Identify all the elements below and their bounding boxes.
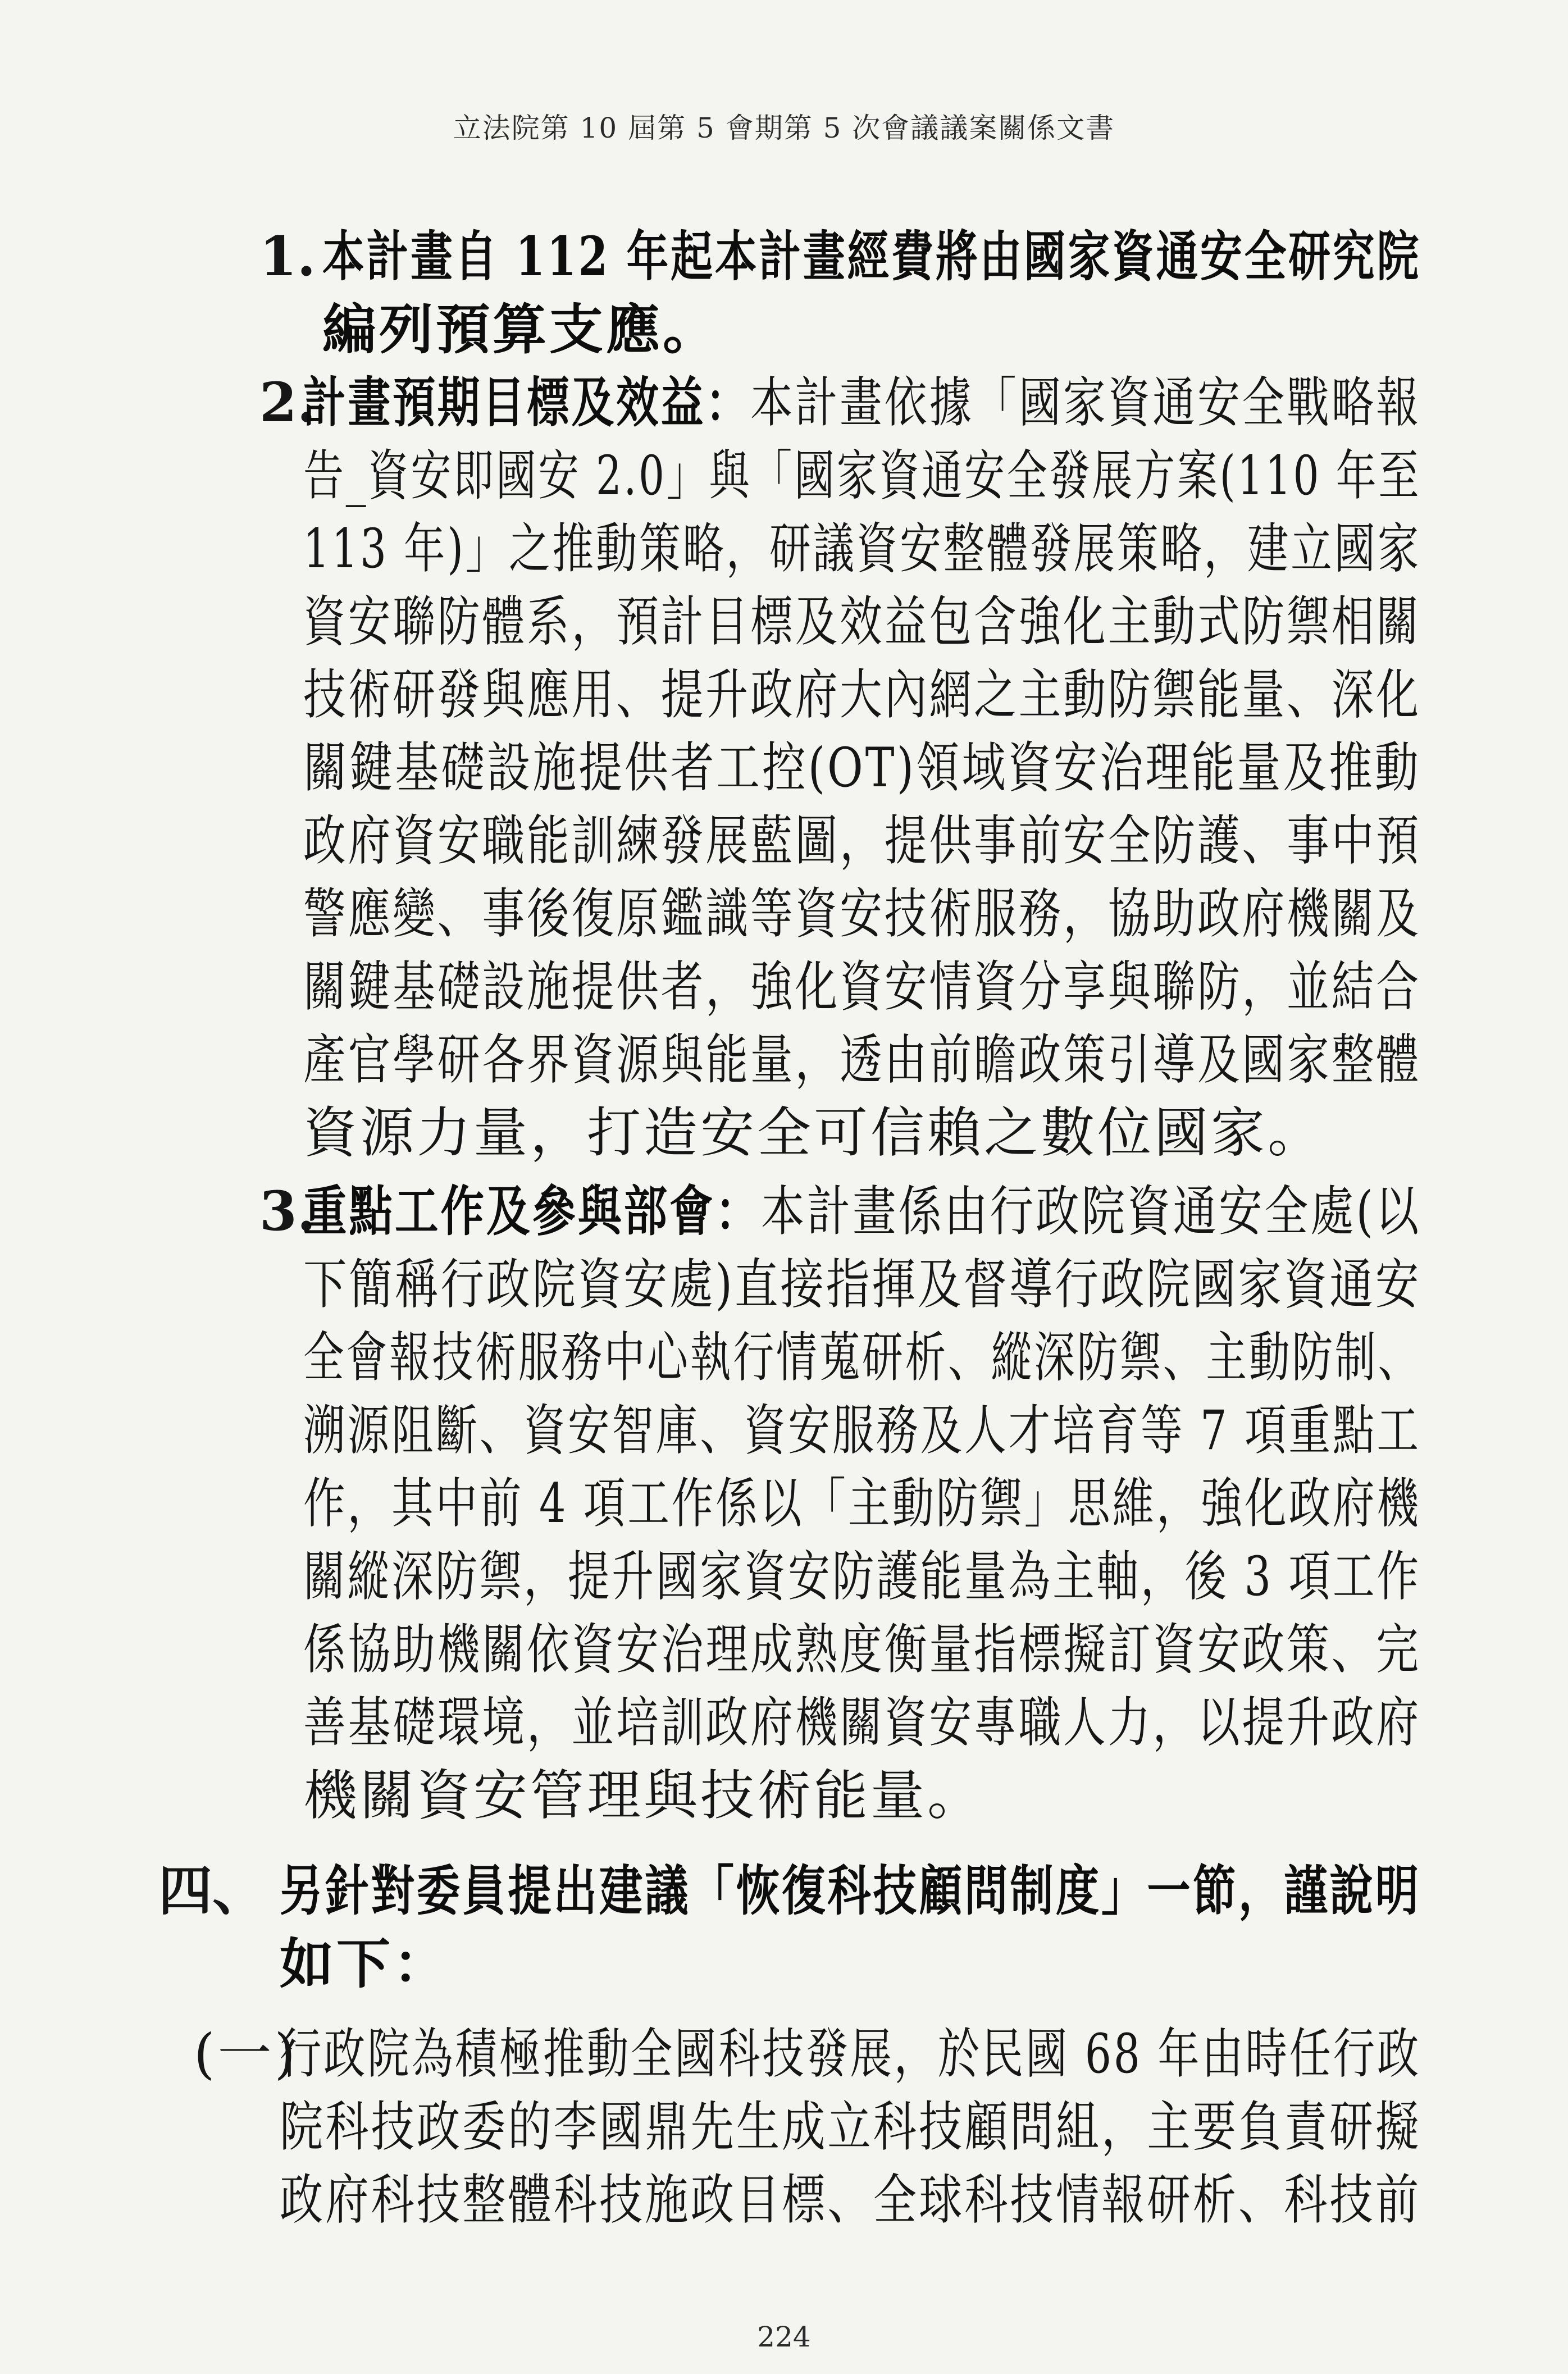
item3-line: 下簡稱行政院資安處)直接指揮及督導行政院國家資通安 xyxy=(303,1253,1421,1316)
item2-line: 資源力量，打造安全可信賴之數位國家。 xyxy=(303,1101,1324,1164)
item3-line: 全會報技術服務中心執行情蒐研析、縱深防禦、主動防制、 xyxy=(303,1326,1421,1389)
item2-line: 告_資安即國安 2.0」與「國家資通安全發展方案(110 年至 xyxy=(303,444,1421,507)
page-number: 224 xyxy=(757,2321,811,2353)
section4-label: 四、 xyxy=(158,1859,266,1922)
item2-line: 資安聯防體系，預計目標及效益包含強化主動式防禦相關 xyxy=(303,590,1421,653)
item2-first-line xyxy=(303,366,1421,439)
sub1-line: 政府科技整體科技施政目標、全球科技情報研析、科技前 xyxy=(280,2168,1421,2231)
item3-line: 關縱深防禦，提升國家資安防護能量為主軸，後 3 項工作 xyxy=(303,1545,1421,1608)
item2-heading: 計畫預期目標及效益： xyxy=(303,371,750,434)
sub1-first-line: 行政院為積極推動全國科技發展，於民國 68 年由時任行政 xyxy=(280,2022,1421,2085)
item2-number: 2. xyxy=(259,371,316,434)
item3-line: 作，其中前 4 項工作係以「主動防禦」思維，強化政府機 xyxy=(303,1472,1421,1535)
item2-first-line-rest: 本計畫依據「國家資通安全戰略報 xyxy=(750,371,1421,434)
sub1-line: 院科技政委的李國鼎先生成立科技顧問組，主要負責研擬 xyxy=(280,2095,1421,2158)
item3-first-line-rest: 本計畫係由行政院資通安全處(以 xyxy=(761,1180,1421,1243)
item3-number: 3. xyxy=(259,1179,316,1243)
section4-line-1: 另針對委員提出建議「恢復科技顧問制度」一節，謹說明 xyxy=(280,1859,1421,1922)
item2-line: 產官學研各界資源與能量，透由前瞻政策引導及國家整體 xyxy=(303,1028,1421,1091)
item2-line: 關鍵基礎設施提供者，強化資安情資分享與聯防，並結合 xyxy=(303,955,1421,1018)
item2-line: 113 年)」之推動策略，研議資安整體發展策略，建立國家 xyxy=(303,517,1421,580)
item1-number: 1. xyxy=(259,225,316,288)
section4-line-2: 如下： xyxy=(280,1932,450,1995)
item2-line: 警應變、事後復原鑑識等資安技術服務，協助政府機關及 xyxy=(303,882,1421,945)
item3-heading: 重點工作及參與部會： xyxy=(303,1179,762,1243)
item3-line: 係協助機關依資安治理成熟度衡量指標擬訂資安政策、完 xyxy=(303,1618,1421,1681)
item2-line: 技術研發與應用、提升政府大內網之主動防禦能量、深化 xyxy=(303,663,1421,726)
item3-first-line xyxy=(303,1175,1421,1248)
item3-line: 機關資安管理與技術能量。 xyxy=(303,1764,984,1827)
item2-line: 政府資安職能訓練發展藍圖，提供事前安全防護、事中預 xyxy=(303,809,1421,872)
item1-line-2: 編列預算支應。 xyxy=(322,298,719,361)
sub1-label: (一) xyxy=(194,2022,298,2085)
item3-line: 善基礎環境，並培訓政府機關資安專職人力，以提升政府 xyxy=(303,1691,1421,1754)
item3-line: 溯源阻斷、資安智庫、資安服務及人才培育等 7 項重點工 xyxy=(303,1399,1421,1462)
item2-line: 關鍵基礎設施提供者工控(OT)領域資安治理能量及推動 xyxy=(303,736,1421,799)
running-header: 立法院第 10 屆第 5 會期第 5 次會議議案關係文書 xyxy=(453,112,1115,144)
item1-line-1: 本計畫自 112 年起本計畫經費將由國家資通安全研究院 xyxy=(322,225,1421,288)
